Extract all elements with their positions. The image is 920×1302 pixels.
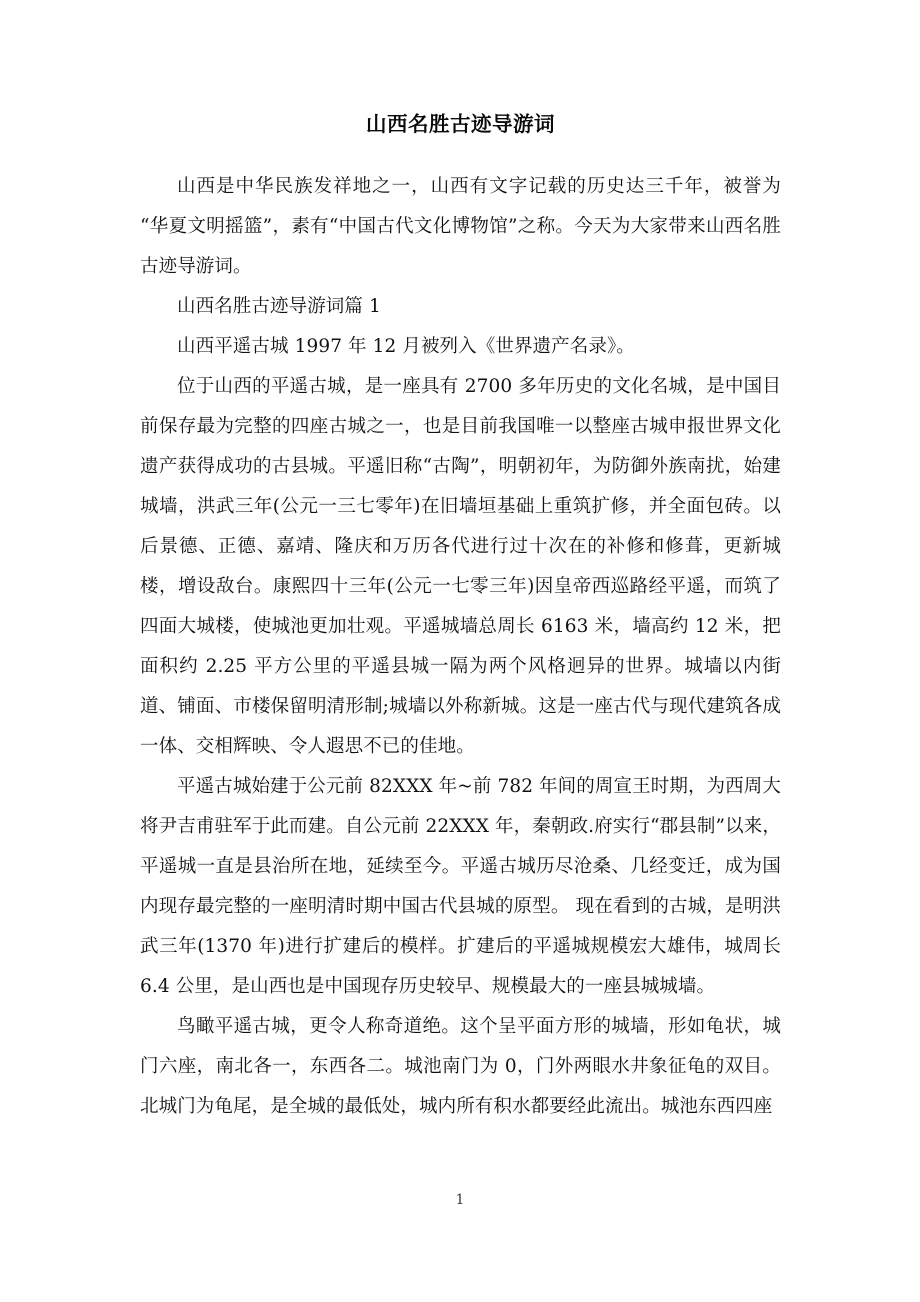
paragraph-city-layout: 鸟瞰平遥古城，更令人称奇道绝。这个呈平面方形的城墙，形如龟状，城门六座，南北各一，东西各二。城池南门为 0，门外两眼水井象征龟的双目。北城门为龟尾，是全城的最低处，城内所有积水都要经此流出。城池东西四座 bbox=[140, 1016, 781, 1117]
paragraph-city-history: 平遥古城始建于公元前 82XXX 年~前 782 年间的周宣王时期，为西周大将尹吉甫驻军于此而建。自公元前 22XXX 年，秦朝政.府实行“郡县制”以来，平遥城一直是县治所在地，延续至今。平遥古城历尽沧桑、几经变迁，成为国内现存最完整的一座明清时期中国古代县城的原型。 现在看到的古城，是明洪武三年(1370 年)进行扩建后的模样。扩建后的平遥城规模宏大雄伟，城周长 6.4 公里，是山西也是中国现存历史较早、规模最大的一座县城城墙。 bbox=[140, 776, 781, 997]
paragraph-city-overview: 位于山西的平遥古城，是一座具有 2700 多年历史的文化名城，是中国目前保存最为完整的四座古城之一，也是目前我国唯一以整座古城申报世界文化遗产获得成功的古县城。平遥旧称“古陶”，明朝初年，为防御外族南扰，始建城墙，洪武三年(公元一三七零年)在旧墙垣基础上重筑扩修，并全面包砖。以后景德、正德、嘉靖、隆庆和万历各代进行过十次在的补修和修葺，更新城楼，增设敌台。康熙四十三年(公元一七零三年)因皇帝西巡路经平遥，而筑了四面大城楼，使城池更加壮观。平遥城墙总周长 6163 米，墙高约 12 米，把面积约 2.25 平方公里的平遥县城一隔为两个风格迥异的世界。城墙以内街道、铺面、市楼保留明清形制;城墙以外称新城。这是一座古代与现代建筑各成一体、交相辉映、令人遐思不已的佳地。 bbox=[140, 376, 781, 757]
page-number: 1 bbox=[455, 1192, 465, 1208]
page-title: 山西名胜古迹导游词 bbox=[366, 112, 555, 136]
paragraph-intro: 山西是中华民族发祥地之一，山西有文字记载的历史达三千年，被誉为“华夏文明摇篮”，素有“中国古代文化博物馆”之称。今天为大家带来山西名胜古迹导游词。 bbox=[140, 176, 781, 277]
paragraph-heritage-listing: 山西平遥古城 1997 年 12 月被列入《世界遗产名录》。 bbox=[177, 336, 635, 357]
paragraph-section-heading-1: 山西名胜古迹导游词篇 1 bbox=[177, 296, 381, 317]
document-body bbox=[140, 104, 781, 1127]
